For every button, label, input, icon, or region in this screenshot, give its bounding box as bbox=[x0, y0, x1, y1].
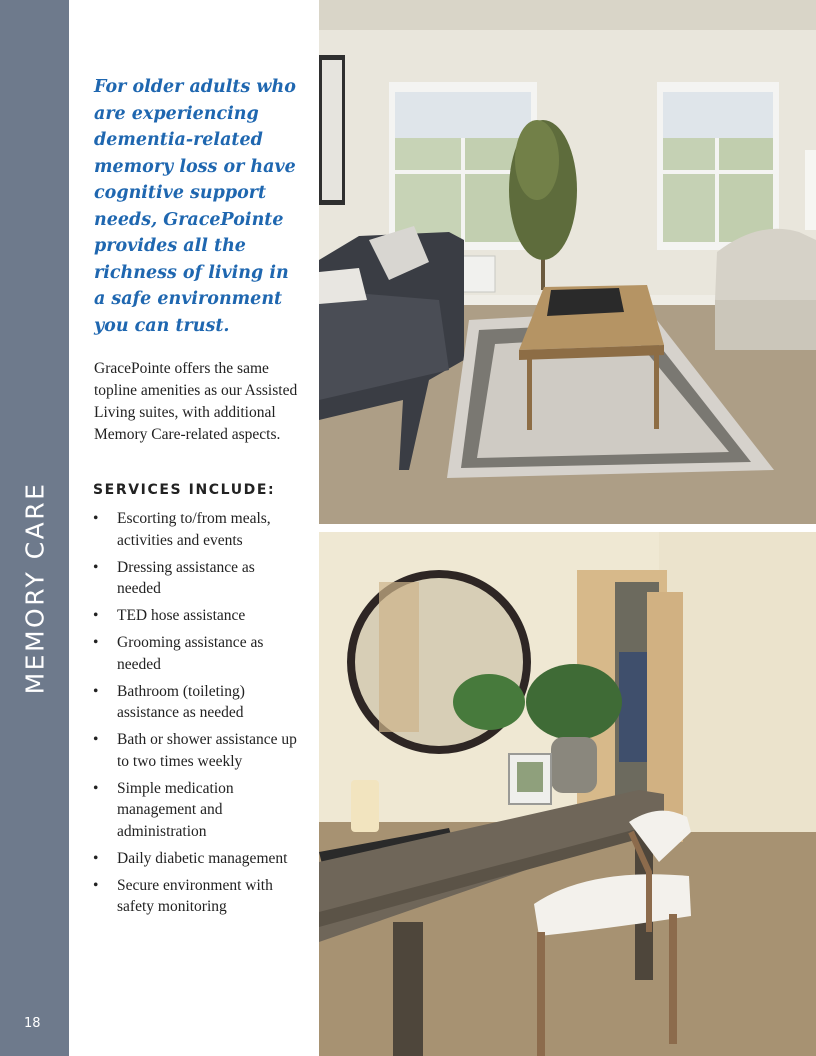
list-item bbox=[93, 681, 298, 724]
living-room-illustration bbox=[319, 0, 816, 524]
bullet-icon: • bbox=[93, 876, 99, 894]
body-text: GracePointe offers the same topline amenities as our Assisted Living suites, with additional Memory Care-related aspects. bbox=[94, 360, 298, 443]
list-item bbox=[93, 605, 298, 627]
sidebar bbox=[0, 0, 69, 1056]
page-number: 18 bbox=[24, 1016, 41, 1031]
service-label: Bath or shower assistance up to two times weekly bbox=[117, 731, 297, 770]
intro-text: For older adults who are experiencing dementia-related memory loss or have cognitive support needs, GracePointe provides all the richness of living in a safe environment you can trust. bbox=[94, 77, 296, 336]
vanity-room-photo bbox=[319, 532, 816, 1056]
services-heading: SERVICES INCLUDE: bbox=[93, 482, 276, 498]
service-label: TED hose assistance bbox=[117, 607, 246, 624]
service-label: Grooming assistance as needed bbox=[117, 634, 264, 673]
bullet-icon: • bbox=[93, 849, 99, 867]
bullet-icon: • bbox=[93, 634, 99, 651]
service-label: Bathroom (toileting) assistance as needed bbox=[117, 682, 245, 721]
list-item bbox=[93, 632, 298, 675]
list-item bbox=[93, 508, 298, 551]
bullet-icon: • bbox=[93, 682, 99, 700]
list-item bbox=[93, 778, 298, 843]
section-title: MEMORY CARE bbox=[20, 481, 50, 695]
service-label: Daily diabetic management bbox=[117, 849, 288, 867]
service-label: Secure environment with safety monitoring bbox=[117, 876, 273, 915]
bullet-icon: • bbox=[93, 607, 99, 624]
services-list bbox=[93, 508, 298, 923]
bullet-icon: • bbox=[93, 779, 99, 797]
service-label: Escorting to/from meals, activities and events bbox=[117, 510, 271, 549]
bullet-icon: • bbox=[93, 510, 99, 527]
service-label: Simple medication management and administration bbox=[117, 779, 234, 840]
list-item bbox=[93, 729, 298, 772]
list-item bbox=[93, 557, 298, 600]
vanity-room-illustration bbox=[319, 532, 816, 1056]
list-item bbox=[93, 848, 298, 870]
bullet-icon: • bbox=[93, 731, 99, 748]
living-room-photo bbox=[319, 0, 816, 524]
service-label: Dressing assistance as needed bbox=[117, 558, 255, 597]
list-item bbox=[93, 875, 298, 918]
bullet-icon: • bbox=[93, 558, 99, 576]
